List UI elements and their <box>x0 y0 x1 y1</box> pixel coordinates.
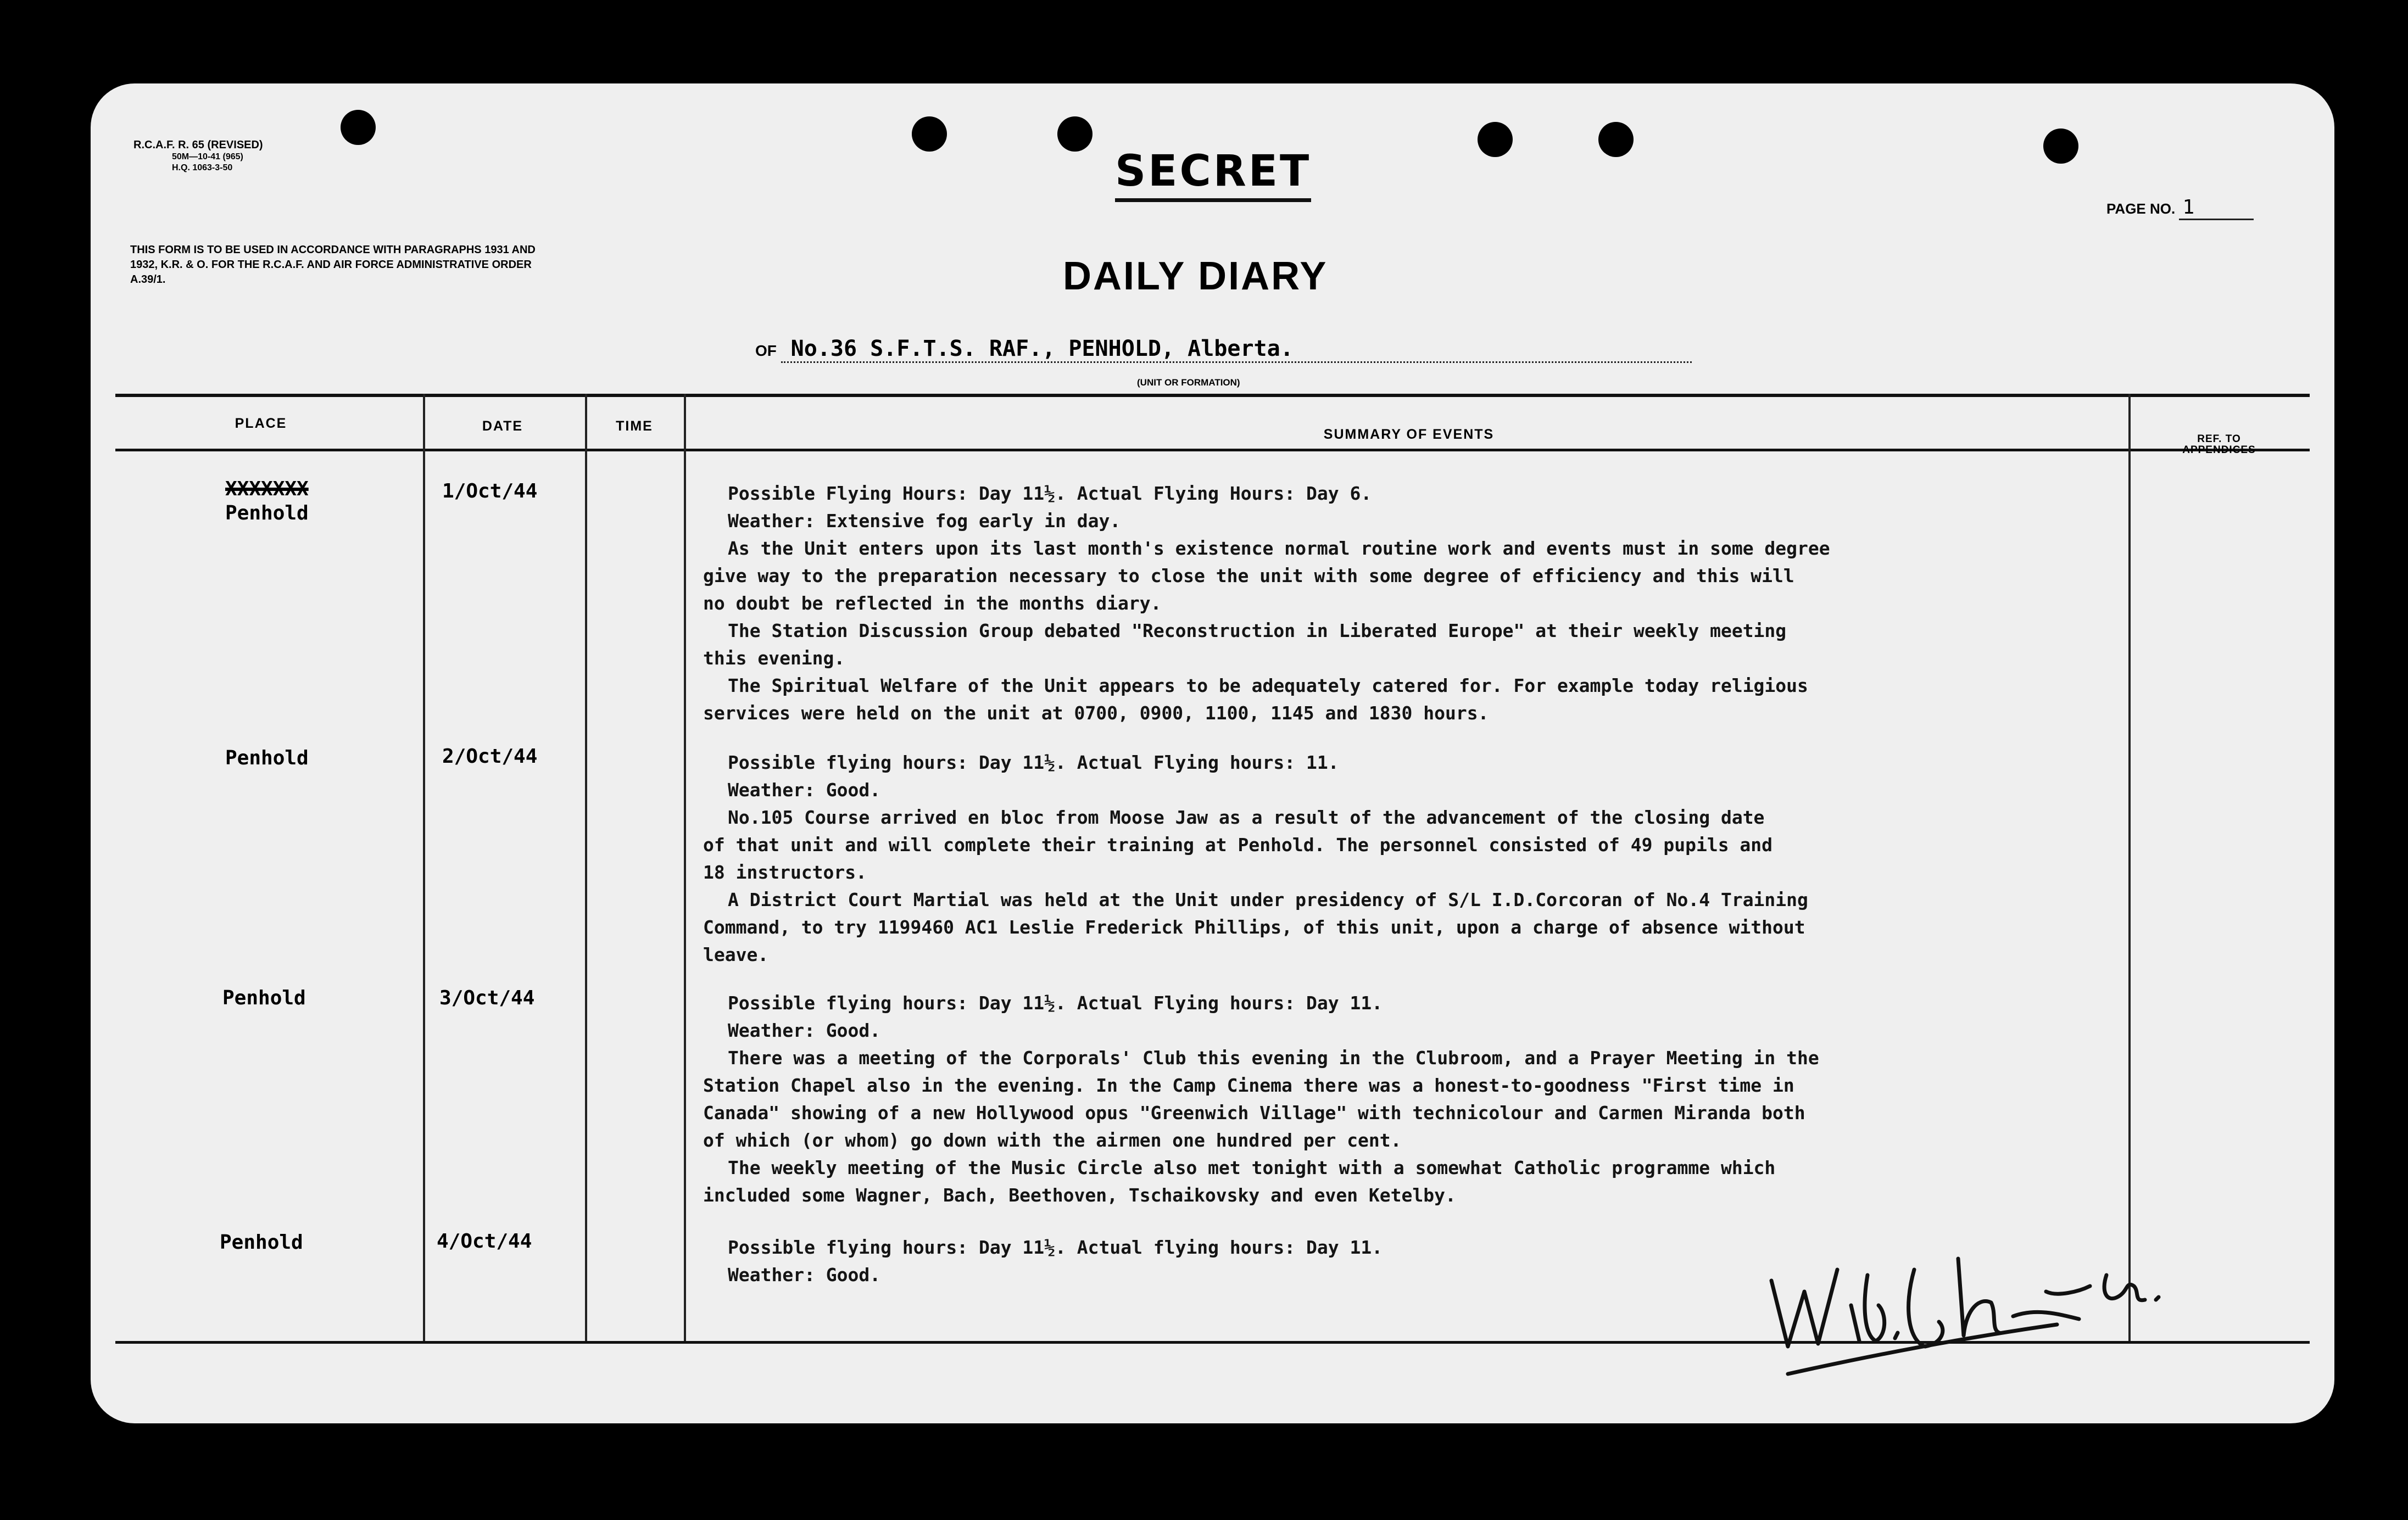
entry-place: Penhold <box>222 987 306 1009</box>
summary-line: Possible flying hours: Day 11½. Actual flying hours: Day 11. <box>728 1237 1383 1258</box>
entry-date: 1/Oct/44 <box>442 480 538 502</box>
entry-place: Penhold <box>225 747 309 769</box>
summary-line: Weather: Good. <box>728 779 881 801</box>
diary-sheet <box>91 83 2334 1423</box>
page-number-field <box>2106 196 2254 220</box>
unit-prefix: OF <box>755 342 777 359</box>
summary-line: As the Unit enters upon its last month's existence normal routine work and events must in some degree <box>728 538 1830 559</box>
column-header-time: TIME <box>616 418 653 434</box>
column-header-summary: SUMMARY OF EVENTS <box>1323 427 1495 442</box>
summary-line: Command, to try 1199460 AC1 Leslie Frederick Phillips, of this unit, upon a charge of absence without <box>703 917 1805 938</box>
unit-caption: (UNIT OR FORMATION) <box>1137 377 1240 388</box>
entry-date: 3/Oct/44 <box>439 987 535 1009</box>
summary-line: Weather: Good. <box>728 1264 881 1286</box>
page-number: 1 <box>2179 196 2254 220</box>
punch-hole <box>341 110 376 145</box>
column-header-date: DATE <box>482 418 523 434</box>
form-id-line: H.Q. 1063-3-50 <box>172 163 233 172</box>
entry-place: Penhold <box>225 502 309 524</box>
summary-line: Weather: Good. <box>728 1020 881 1041</box>
summary-line: no doubt be reflected in the months diary. <box>703 593 1162 614</box>
summary-line: services were held on the unit at 0700, 0900, 1100, 1145 and 1830 hours. <box>703 702 1489 724</box>
table-top-rule <box>115 394 2310 397</box>
classification-stamp: SECRET <box>1115 147 1311 202</box>
page-title: DAILY DIARY <box>1063 254 1328 298</box>
summary-line: this evening. <box>703 647 845 669</box>
page-label: PAGE NO. <box>2106 200 2176 217</box>
summary-line: Possible Flying Hours: Day 11½. Actual Flying Hours: Day 6. <box>728 483 1372 504</box>
summary-line: Weather: Extensive fog early in day. <box>728 510 1121 532</box>
summary-line: give way to the preparation necessary to close the unit with some degree of efficiency and this will <box>703 565 1794 586</box>
entry-summary <box>703 990 2153 1209</box>
header-bottom-rule <box>115 449 2310 451</box>
summary-line: The weekly meeting of the Music Circle also met tonight with a somewhat Catholic programme which <box>728 1157 1776 1178</box>
summary-line: Canada" showing of a new Hollywood opus "Greenwich Village" with technicolour and Carmen Miranda both <box>703 1102 1805 1124</box>
ref-header-line: REF. TO <box>2197 433 2241 445</box>
entry-place: Penhold <box>220 1231 303 1254</box>
summary-line: included some Wagner, Bach, Beethoven, Tschaikovsky and even Ketelby. <box>703 1184 1456 1206</box>
punch-hole <box>1057 116 1092 152</box>
punch-hole <box>1598 122 1634 157</box>
column-divider <box>585 394 587 1341</box>
officer-signature <box>1749 1209 2189 1407</box>
summary-line: Possible flying hours: Day 11½. Actual Flying hours: 11. <box>728 752 1339 773</box>
column-divider <box>684 394 686 1341</box>
form-identifier <box>133 138 263 174</box>
punch-hole <box>1478 122 1513 157</box>
struck-place: XXXXXXX <box>225 478 309 500</box>
summary-line: A District Court Martial was held at the Unit under presidency of S/L I.D.Corcoran of No.4 Training <box>728 889 1808 910</box>
entry-summary <box>703 749 2153 969</box>
column-divider <box>423 394 425 1341</box>
summary-line: Possible flying hours: Day 11½. Actual Flying hours: Day 11. <box>728 992 1383 1014</box>
summary-line: No.105 Course arrived en bloc from Moose Jaw as a result of the advancement of the closing date <box>728 807 1765 828</box>
summary-line: 18 instructors. <box>703 862 867 883</box>
summary-line: leave. <box>703 944 769 965</box>
summary-line: The Station Discussion Group debated "Reconstruction in Liberated Europe" at their weekly meeting <box>728 620 1787 641</box>
summary-line: of that unit and will complete their training at Penhold. The personnel consisted of 49 pupils and <box>703 834 1773 856</box>
form-id-line: 50M—10-41 (965) <box>172 152 243 161</box>
summary-line: The Spiritual Welfare of the Unit appears to be adequately catered for. For example today religious <box>728 675 1808 696</box>
entry-date: 4/Oct/44 <box>437 1230 532 1253</box>
entry-summary <box>703 480 2153 727</box>
unit-value: No.36 S.F.T.S. RAF., PENHOLD, Alberta. <box>781 336 1692 363</box>
form-instructions: THIS FORM IS TO BE USED IN ACCORDANCE WITH PARAGRAPHS 1931 AND 1932, K.R. & O. FOR THE R.C.A.F. AND AIR FORCE ADMINISTRATIVE ORDER A.39/1. <box>130 244 536 286</box>
punch-hole <box>912 116 947 152</box>
column-header-ref <box>2137 434 2301 456</box>
punch-hole <box>2043 128 2078 164</box>
column-header-place: PLACE <box>235 416 287 431</box>
summary-line: of which (or whom) go down with the airmen one hundred per cent. <box>703 1130 1402 1151</box>
unit-field <box>755 336 1692 363</box>
form-id-line: R.C.A.F. R. 65 (REVISED) <box>133 139 263 151</box>
summary-line: Station Chapel also in the evening. In the Camp Cinema there was a honest-to-goodness "First time in <box>703 1075 1794 1096</box>
entry-date: 2/Oct/44 <box>442 745 538 768</box>
ref-header-line: APPENDICES <box>2182 444 2256 456</box>
summary-line: There was a meeting of the Corporals' Club this evening in the Clubroom, and a Prayer Meeting in the <box>728 1047 1819 1069</box>
